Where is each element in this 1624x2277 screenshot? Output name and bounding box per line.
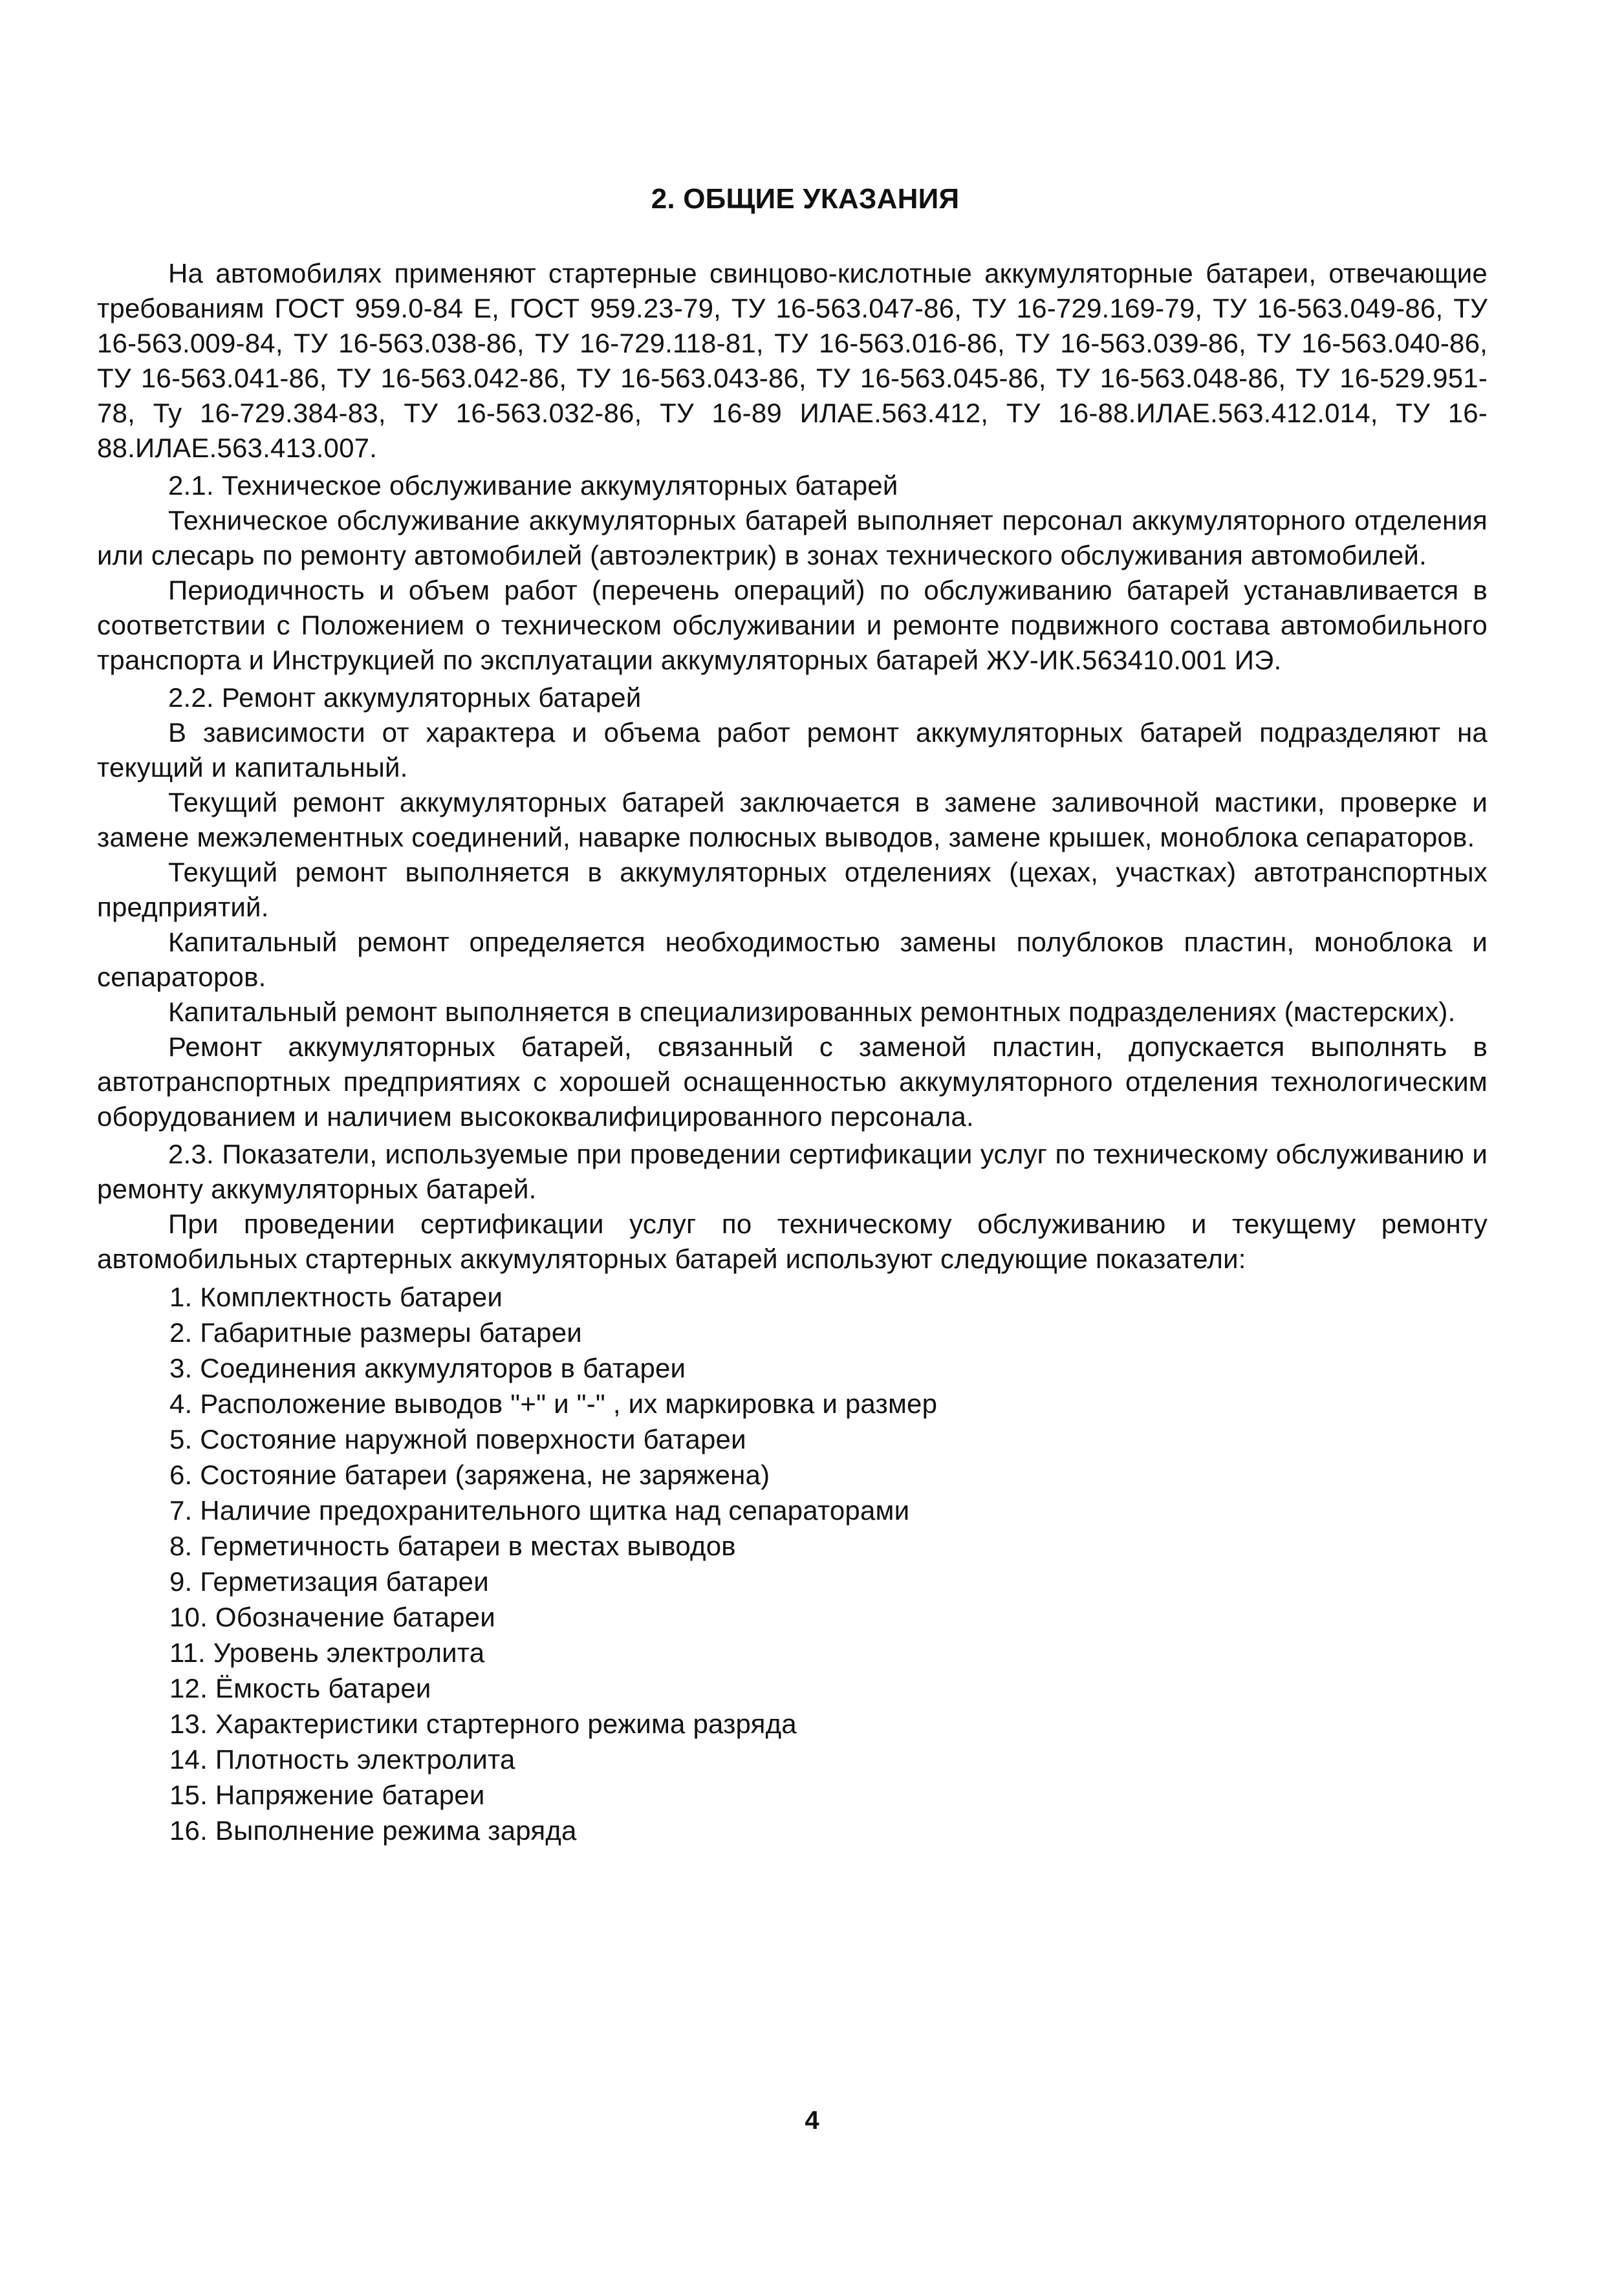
list-item: 7. Наличие предохранительного щитка над сепараторами xyxy=(169,1495,910,1526)
section-2-1-paragraph-2: Периодичность и объем работ (перечень операций) по обслуживанию батарей устанавливается в соответствии с Положением о техническом обслуживании и ремонте подвижного состава автомобильного транспорта и Инструкцией по эксплуатации аккумуляторных батарей ЖУ-ИК.563410.001 ИЭ. xyxy=(97,575,1488,675)
list-item: 15. Напряжение батареи xyxy=(169,1780,485,1810)
section-2-1-paragraph-1: Техническое обслуживание аккумуляторных батарей выполняет персонал аккумуляторного отделения или слесарь по ремонту автомобилей (автоэлектрик) в зонах технического обслуживания автомобилей. xyxy=(97,505,1488,570)
page-number: 4 xyxy=(805,2106,819,2135)
list-item: 3. Соединения аккумуляторов в батареи xyxy=(169,1353,686,1383)
list-item: 13. Характеристики стартерного режима разряда xyxy=(169,1709,797,1739)
list-item: 4. Расположение выводов "+" и "-" , их маркировка и размер xyxy=(169,1388,938,1419)
list-item: 5. Состояние наружной поверхности батареи xyxy=(169,1424,746,1454)
indicators-list xyxy=(97,1279,1488,1848)
section-2-2-paragraph-6: Ремонт аккумуляторных батарей, связанный с заменой пластин, допускается выполнять в автотранспортных предприятиях с хорошей оснащенностью аккумуляторного отделения технологическим оборудованием и наличием высококвалифицированного персонала. xyxy=(97,1031,1488,1132)
section-2-3-heading: 2.3. Показатели, используемые при проведении сертификации услуг по техническому обслуживанию и ремонту аккумуляторных батарей. xyxy=(97,1139,1488,1204)
list-item: 16. Выполнение режима заряда xyxy=(169,1815,577,1846)
section-2-2-paragraph-2: Текущий ремонт аккумуляторных батарей заключается в замене заливочной мастики, проверке и замене межэлементных соединений, наварке полюсных выводов, замене крышек, моноблока сепараторов. xyxy=(97,787,1488,852)
section-2-3-paragraph-1: При проведении сертификации услуг по техническому обслуживанию и текущему ремонту автомобильных стартерных аккумуляторных батарей используют следующие показатели: xyxy=(97,1209,1488,1274)
section-2-2-paragraph-5: Капитальный ремонт выполняется в специализированных ремонтных подразделениях (мастерских). xyxy=(168,997,1456,1027)
list-item: 11. Уровень электролита xyxy=(169,1637,485,1668)
page-content xyxy=(97,181,1488,1848)
intro-paragraph: На автомобилях применяют стартерные свинцово-кислотные аккумуляторные батареи, отвечающие требованиям ГОСТ 959.0-84 Е, ГОСТ 959.23-79, ТУ 16-563.047-86, ТУ 16-729.169-79, ТУ 16-563.049-86, ТУ 16-563.009-84, ТУ 16-563.038-86, ТУ 16-729.118-81, ТУ 16-563.016-86, ТУ 16-563.039-86, ТУ 16-563.040-86, ТУ 16-563.041-86, ТУ 16-563.042-86, ТУ 16-563.043-86, ТУ 16-563.045-86, ТУ 16-563.048-86, ТУ 16-529.951-78, Ту 16-729.384-83, ТУ 16-563.032-86, ТУ 16-89 ИЛАЕ.563.412, ТУ 16-88.ИЛАЕ.563.412.014, ТУ 16-88.ИЛАЕ.563.413.007. xyxy=(97,258,1488,463)
list-item: 8. Герметичность батареи в местах выводов xyxy=(169,1531,736,1561)
list-item: 2. Габаритные размеры батареи xyxy=(169,1317,582,1348)
section-2-2-paragraph-3: Текущий ремонт выполняется в аккумуляторных отделениях (цехах, участках) автотранспортных предприятий. xyxy=(97,857,1488,922)
section-2-2-paragraph-1: В зависимости от характера и объема работ ремонт аккумуляторных батарей подразделяют на текущий и капитальный. xyxy=(97,717,1488,782)
section-2-1-heading: 2.1. Техническое обслуживание аккумуляторных батарей xyxy=(168,470,898,501)
list-item: 1. Комплектность батареи xyxy=(169,1282,503,1312)
section-2-2-paragraph-4: Капитальный ремонт определяется необходимостью замены полублоков пластин, моноблока и сепараторов. xyxy=(97,927,1488,992)
list-item: 10. Обозначение батареи xyxy=(169,1602,495,1632)
section-2-2-heading: 2.2. Ремонт аккумуляторных батарей xyxy=(168,682,642,713)
list-item: 14. Плотность электролита xyxy=(169,1744,515,1775)
list-item: 6. Состояние батареи (заряжена, не заряжена) xyxy=(169,1460,770,1490)
section-title: 2. ОБЩИЕ УКАЗАНИЯ xyxy=(651,183,960,215)
list-item: 9. Герметизация батареи xyxy=(169,1566,489,1597)
list-item: 12. Ёмкость батареи xyxy=(169,1673,431,1703)
